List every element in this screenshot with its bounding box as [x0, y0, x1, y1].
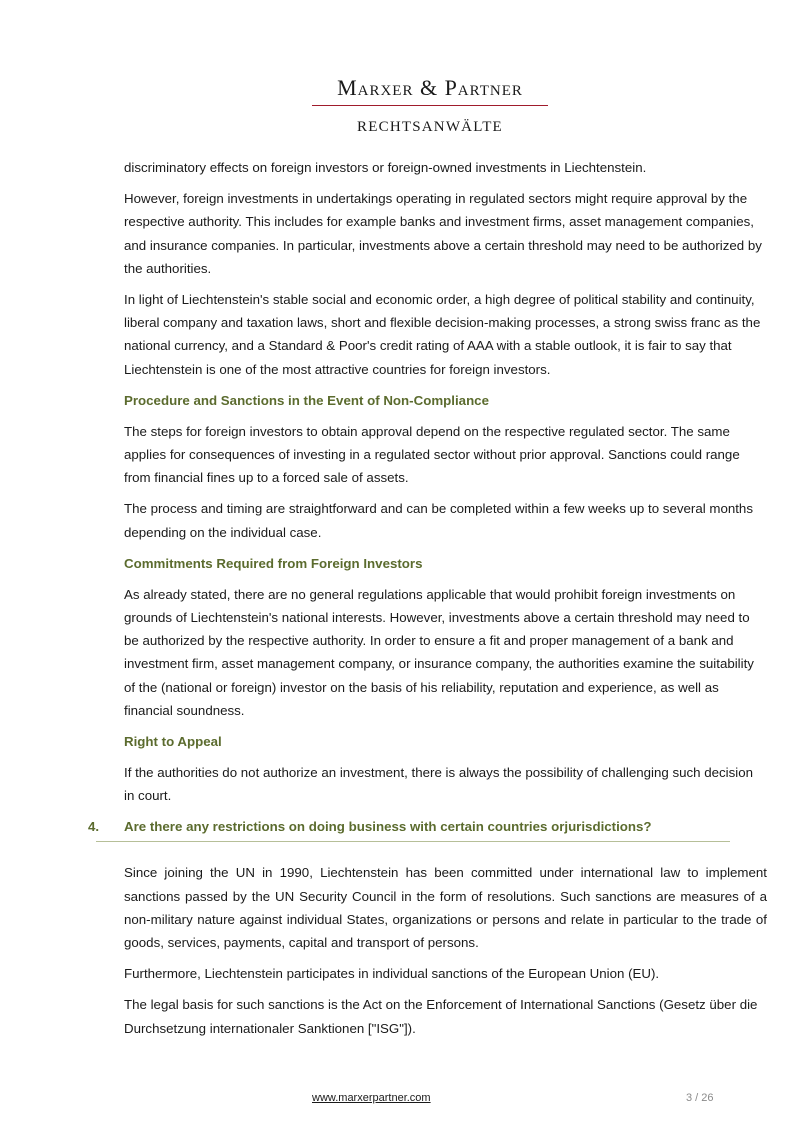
paragraph: However, foreign investments in undertakings operating in regulated sectors might require approval by the respective authority. This includes for example banks and investment firms, asset management companies, and insurance companies. In particular, investments above a certain threshold may need to be authorized by the authorities. — [124, 191, 762, 276]
question-number: 4. — [88, 819, 100, 835]
question-text: Are there any restrictions on doing business with certain countries orjurisdictions? — [124, 819, 652, 835]
website-link[interactable]: www.marxerpartner.com — [312, 1092, 431, 1104]
paragraph: If the authorities do not authorize an investment, there is always the possibility of challenging such decision in court. — [124, 765, 754, 804]
page-number: 3 / 26 — [686, 1092, 714, 1104]
paragraph: In light of Liechtenstein's stable social and economic order, a high degree of political stability and continuity, liberal company and taxation laws, short and flexible decision-making processes, a strong swiss franc as the national currency, and a Standard & Poor's credit rating of AAA with a stable outlook, it is fair to say that Liechtenstein is one of the most attractive countries for foreign investors. — [124, 292, 761, 377]
letterhead-rule — [312, 105, 548, 106]
paragraph: Furthermore, Liechtenstein participates in individual sanctions of the European Union (EU). — [124, 966, 660, 982]
paragraph: The steps for foreign investors to obtain approval depend on the respective regulated sector. The same applies for consequences of investing in a regulated sector without prior approval. Sanctions could range from financial fines up to a forced sale of assets. — [124, 423, 740, 486]
paragraph: discriminatory effects on foreign investors or foreign-owned investments in Liechtenstein. — [124, 160, 647, 175]
section-heading: Commitments Required from Foreign Investors — [124, 555, 423, 571]
section-heading: Procedure and Sanctions in the Event of Non-Compliance — [124, 392, 489, 408]
letterhead — [0, 74, 800, 137]
firm-subtitle: RECHTSANWÄLTE — [357, 119, 503, 135]
paragraph: Since joining the UN in 1990, Liechtenstein has been committed under international law to implement sanctions passed by the UN Security Council in the form of resolutions. Such sanctions are measures of a non-military nature against individual States, organizations or persons and relate in particular to the trade of goods, services, payments, capital and transport of persons. — [124, 865, 767, 951]
firm-name: Marxer & Partner — [337, 75, 523, 100]
question-divider — [96, 841, 730, 842]
paragraph: As already stated, there are no general regulations applicable that would prohibit foreign investments on grounds of Liechtenstein's national interests. However, investments above a certain threshold may need to be authorized by the respective authority. In order to ensure a fit and proper management of a bank and investment firm, asset management company, or insurance company, the authorities examine the suitability of the (national or foreign) investor on the basis of his reliability, reputation and experience, as well as financial soundness. — [124, 586, 754, 718]
paragraph: The legal basis for such sanctions is the Act on the Enforcement of International Sanctions (Gesetz über die Durchsetzung internationaler Sanktionen ["ISG"]). — [124, 997, 758, 1036]
section-heading: Right to Appeal — [124, 734, 222, 750]
question-heading — [88, 815, 767, 840]
paragraph: The process and timing are straightforward and can be completed within a few weeks up to several months depending on the individual case. — [124, 501, 753, 540]
document-body — [88, 156, 767, 1048]
